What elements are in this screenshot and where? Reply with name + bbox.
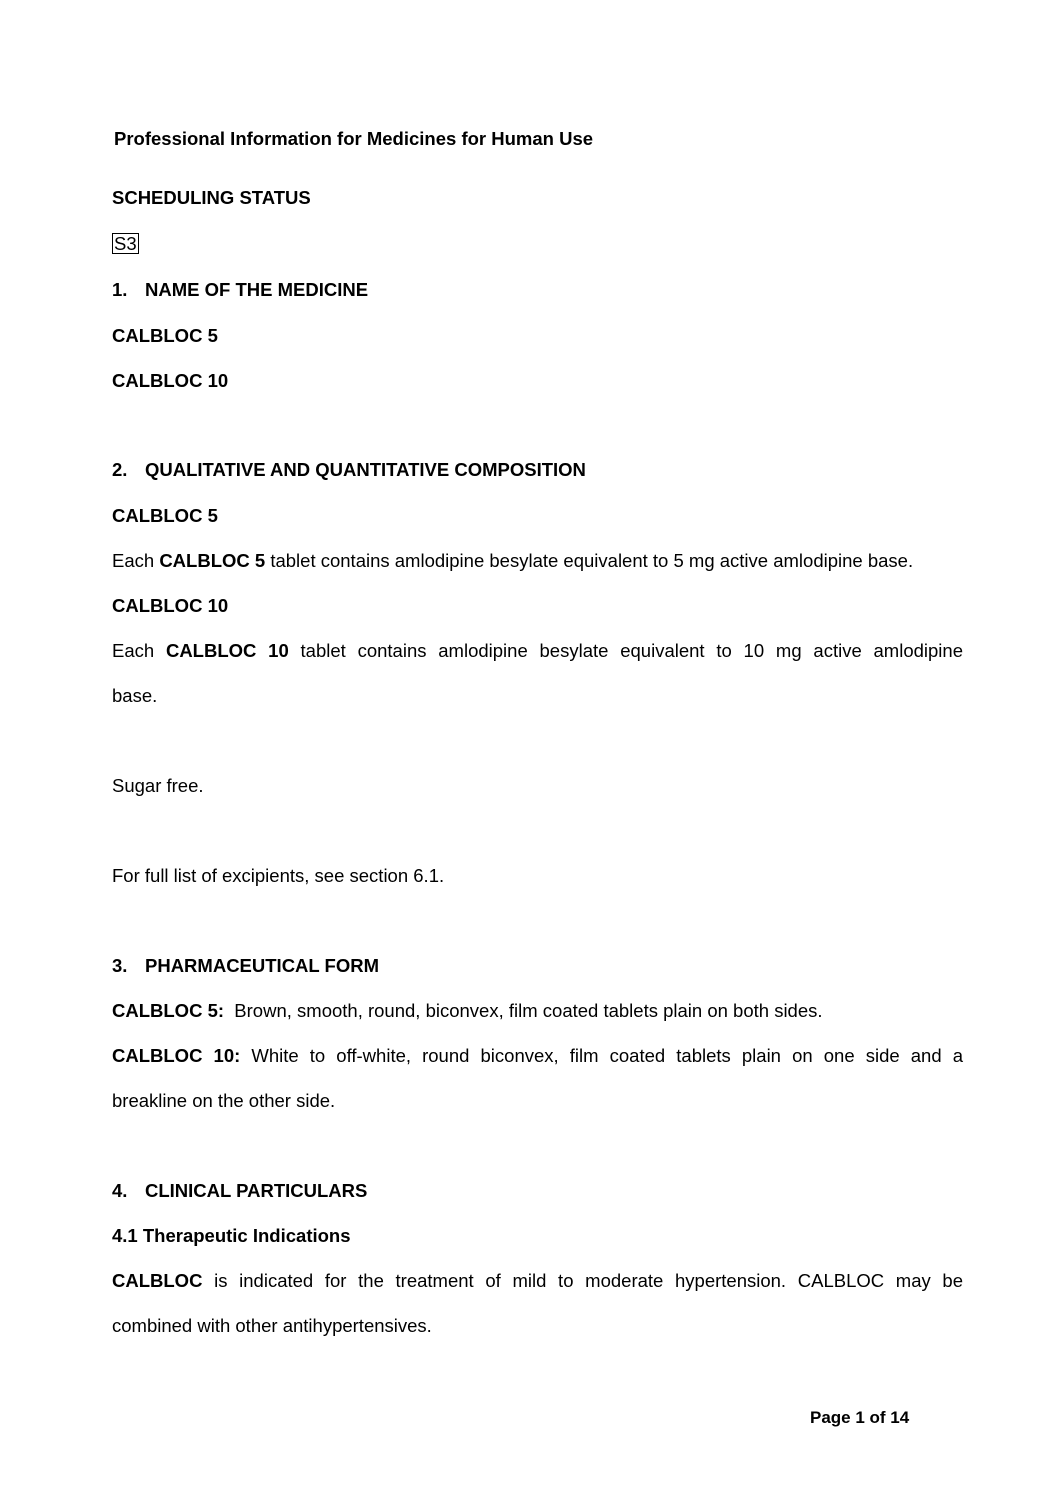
composition-text-2-line-2: base. bbox=[112, 685, 158, 706]
schedule-badge: S3 bbox=[114, 233, 137, 254]
bold-text: CALBLOC 10 bbox=[165, 640, 289, 661]
document-title: Professional Information for Medicines for Human Use bbox=[114, 128, 594, 149]
section-title: QUALITATIVE AND QUANTITATIVE COMPOSITION bbox=[145, 459, 586, 480]
section-title: CLINICAL PARTICULARS bbox=[145, 1180, 368, 1201]
text: Each bbox=[112, 640, 166, 661]
section-number: 1. bbox=[112, 279, 128, 300]
section-4-heading bbox=[112, 1180, 367, 1202]
section-number: 2. bbox=[112, 459, 128, 480]
section-number: 3. bbox=[112, 955, 128, 976]
text: tablet contains amlodipine besylate equivalent to 5 mg active amlodipine base. bbox=[265, 550, 914, 571]
bold-text: CALBLOC bbox=[112, 1270, 203, 1291]
section-title: PHARMACEUTICAL FORM bbox=[145, 955, 379, 976]
composition-sub-1: CALBLOC 5 bbox=[112, 505, 218, 526]
scheduling-heading: SCHEDULING STATUS bbox=[112, 187, 311, 208]
form-text-2-line-2: breakline on the other side. bbox=[112, 1090, 336, 1111]
page-number: Page 1 of 14 bbox=[810, 1408, 910, 1427]
text: Brown, smooth, round, biconvex, film coated tablets plain on both sides. bbox=[224, 1000, 823, 1021]
composition-text-2-line-1 bbox=[112, 640, 963, 662]
text: White to off-white, round biconvex, film coated tablets plain on one side and a bbox=[240, 1045, 963, 1066]
form-text-2-line-1 bbox=[112, 1045, 963, 1067]
indications-line-2: combined with other antihypertensives. bbox=[112, 1315, 432, 1336]
section-3-heading bbox=[112, 955, 379, 977]
form-text-1 bbox=[112, 1000, 823, 1022]
subsection-4-1-heading: 4.1 Therapeutic Indications bbox=[112, 1225, 351, 1246]
section-1-heading bbox=[112, 279, 368, 301]
medicine-name-1: CALBLOC 5 bbox=[112, 325, 218, 346]
bold-text: CALBLOC 10: bbox=[112, 1045, 241, 1066]
text: Each bbox=[112, 550, 160, 571]
section-2-heading bbox=[112, 459, 586, 481]
bold-text: CALBLOC 5: bbox=[112, 1000, 225, 1021]
text: is indicated for the treatment of mild to moderate hypertension. CALBLOC may be bbox=[202, 1270, 963, 1291]
section-title: NAME OF THE MEDICINE bbox=[145, 279, 369, 300]
sugar-free-note: Sugar free. bbox=[112, 775, 204, 796]
composition-text-1 bbox=[112, 550, 913, 572]
text: tablet contains amlodipine besylate equivalent to 10 mg active amlodipine bbox=[288, 640, 963, 661]
medicine-name-2: CALBLOC 10 bbox=[112, 370, 229, 391]
composition-sub-2: CALBLOC 10 bbox=[112, 595, 229, 616]
bold-text: CALBLOC 5 bbox=[159, 550, 266, 571]
scheduling-status bbox=[112, 233, 139, 255]
indications-line-1 bbox=[112, 1270, 963, 1292]
section-number: 4. bbox=[112, 1180, 128, 1201]
excipients-note: For full list of excipients, see section 6.1. bbox=[112, 865, 445, 886]
